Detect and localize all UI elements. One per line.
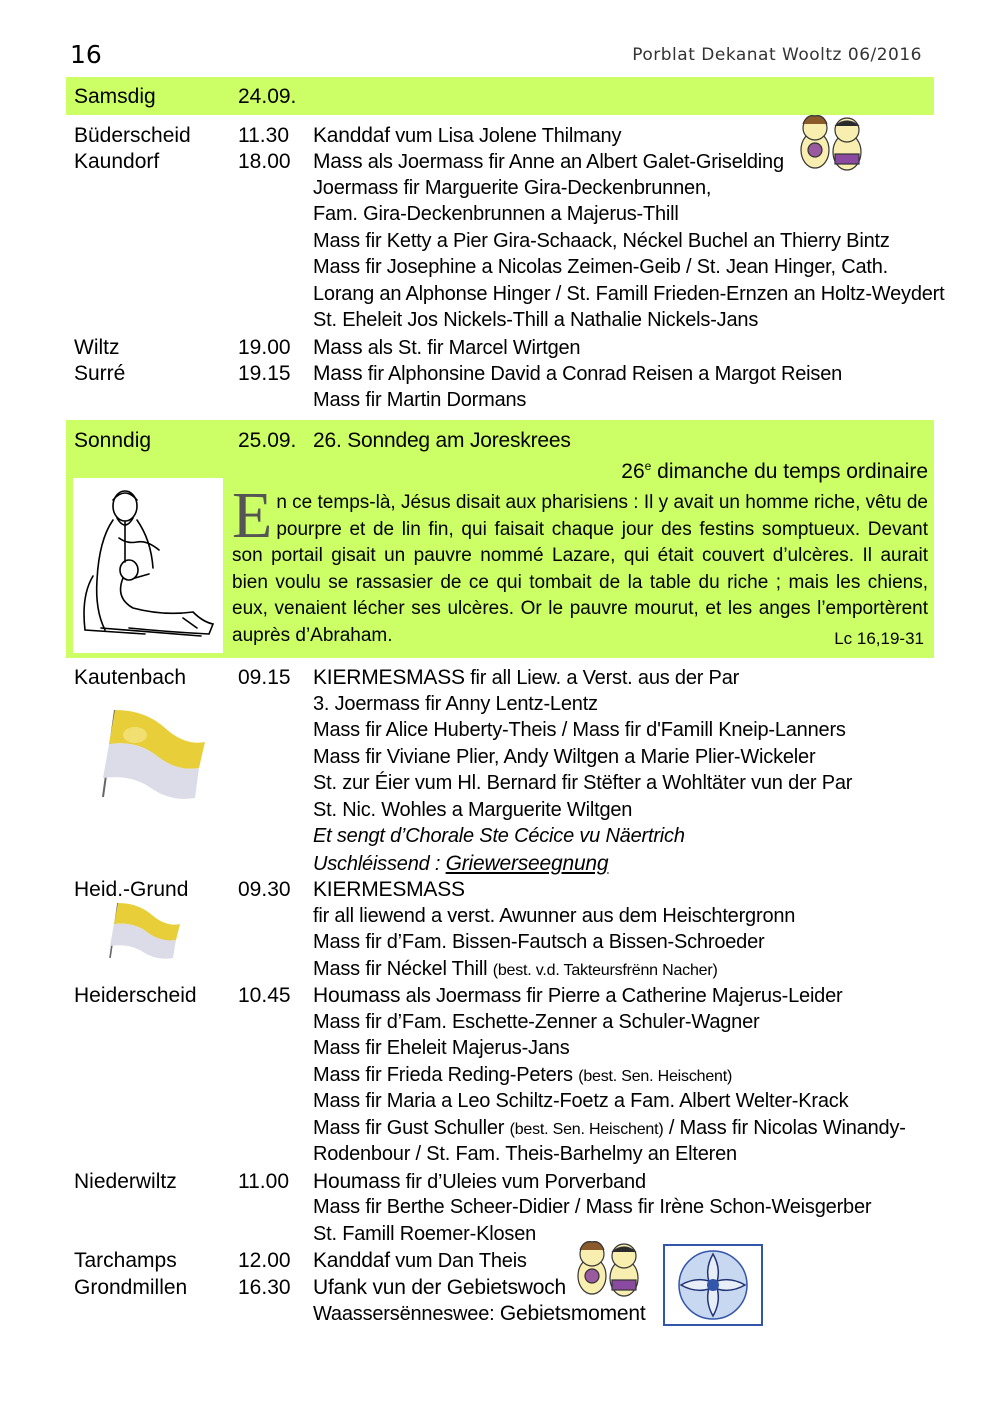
detail-text: Mass fir Alice Huberty-Theis / Mass fir d'Famill Kneip-Lanners <box>313 719 846 741</box>
detail-text: St. Eheleit Jos Nickels-Thill a Nathalie Nickels-Jans <box>313 309 759 331</box>
place-name: Wiltz <box>74 336 120 359</box>
gospel-body: n ce temps-là, Jésus disait aux pharisiens : Il y avait un homme riche, vêtu de pourpre et de lin fin, qui faisait chaque jour des festins somptueux. Devant son portail gisait un pauvre nommé Lazare, qui était couvert d’ulcères. Il aurait bien voulu se rassasier de ce qui tombait de la table du riche ; mais les chiens, eux, venaient lécher ses ulcères. Or le pauvre mourut, et les anges l’emportèrent auprès d’Abraham. <box>232 492 928 646</box>
prayer-week-logo-icon <box>663 1244 763 1326</box>
detail-text: Mass fir Viviane Plier, Andy Wiltgen a Marie Plier-Wickeler <box>313 746 816 768</box>
detail-small: (best. Sen. Heischent) <box>509 1121 664 1138</box>
subtitle-sup: e <box>644 459 652 473</box>
sunday-header <box>0 427 1000 454</box>
detail-text: Mass fir Berthe Scheer-Didier / Mass fir Irène Schon-Weisgerber <box>313 1196 872 1218</box>
time: 09.15 <box>238 666 291 689</box>
detail-line <box>0 1221 1000 1248</box>
place-name: Büderscheid <box>74 124 191 147</box>
place-name: Heiderscheid <box>74 984 197 1007</box>
service-kind: KIERMESMASS <box>313 666 465 689</box>
description <box>313 1247 527 1275</box>
time: 09.30 <box>238 878 291 901</box>
detail-line <box>0 387 1000 414</box>
time: 18.00 <box>238 150 291 173</box>
description <box>313 334 580 362</box>
service-kind: KIERMESMASS <box>313 878 465 901</box>
detail-line <box>0 201 1000 228</box>
choir-note: Et sengt d’Chorale Ste Cécice vu Näertrich <box>313 825 685 847</box>
date-label: 25.09. <box>238 429 297 452</box>
detail-line <box>0 850 1000 877</box>
schedule-row <box>0 1274 1000 1301</box>
time: 10.45 <box>238 984 291 1007</box>
lazarus-drawing <box>73 478 223 653</box>
place-name: Heid.-Grund <box>74 878 189 901</box>
detail-text: Mass fir Maria a Leo Schiltz-Foetz a Fam. Albert Welter-Krack <box>313 1090 849 1112</box>
detail-line <box>0 175 1000 202</box>
detail-text <box>313 1062 732 1090</box>
service-text: fir Alphonsine David a Conrad Reisen a Margot Reisen <box>362 363 843 385</box>
service-text: als Joermass fir Pierre a Catherine Majerus-Leider <box>400 985 843 1007</box>
detail-text: Mass fir Martin Dormans <box>313 389 527 411</box>
sunday-subtitle <box>621 453 928 485</box>
papal-flag-icon <box>104 900 184 962</box>
place-name: Kautenbach <box>74 666 187 689</box>
detail-text: 3. Joermass fir Anny Lentz-Lentz <box>313 693 598 715</box>
service-kind: Kanddaf <box>313 124 390 147</box>
schedule-row <box>0 1247 1000 1274</box>
detail-text: St. zur Éier vum Hl. Bernard fir Stëfter a Wohltäter vun der Par <box>313 772 853 794</box>
schedule-row <box>0 360 1000 387</box>
service-text: fir d’Uleies vum Porverband <box>400 1171 646 1193</box>
detail-text: Fam. Gira-Deckenbrunnen a Majerus-Thill <box>313 203 679 225</box>
detail-text: Mass fir d’Fam. Bissen-Fautsch a Bissen-Schroeder <box>313 931 765 953</box>
detail-small: (best. Sen. Heischent) <box>578 1068 733 1085</box>
detail-post: / Mass fir Nicolas Winandy- <box>663 1117 906 1139</box>
publication-title: Porblat Dekanat Wooltz 06/2016 <box>632 45 922 65</box>
place-name: Kaundorf <box>74 150 160 173</box>
detail-text: Mass fir Eheleit Majerus-Jans <box>313 1037 570 1059</box>
detail-line <box>0 1035 1000 1062</box>
drop-cap: E <box>232 479 273 552</box>
service-kind: Ufank vun der Gebietswoch <box>313 1276 566 1299</box>
schedule-row <box>0 664 1000 691</box>
time: 12.00 <box>238 1249 291 1272</box>
date-label: 24.09. <box>238 85 297 108</box>
service-kind: Houmass <box>313 1170 401 1193</box>
schedule-row <box>0 334 1000 361</box>
time: 11.30 <box>238 124 289 147</box>
place-name: Grondmillen <box>74 1276 188 1299</box>
description <box>313 148 784 176</box>
saturday-header <box>0 83 1000 110</box>
service-kind: Kanddaf <box>313 1249 390 1272</box>
day-label: Sonndig <box>74 429 152 452</box>
detail-text: Mass fir d’Fam. Eschette-Zenner a Schuler-Wagner <box>313 1011 760 1033</box>
detail-line <box>0 1088 1000 1115</box>
detail-bold: Gebietsmoment <box>499 1302 646 1325</box>
service-kind: Mass <box>313 362 363 385</box>
description <box>313 982 843 1010</box>
subtitle-text: dimanche du temps ordinaire <box>651 460 928 483</box>
detail-small: (best. v.d. Takteursfrënn Nacher) <box>492 962 718 979</box>
detail-text <box>313 1115 906 1143</box>
lazarus-illustration <box>73 478 223 653</box>
schedule-row <box>0 982 1000 1009</box>
baptism-children-icon <box>572 1238 644 1300</box>
detail-text: Lorang an Alphonse Hinger / St. Famill Frieden-Ernzen an Holtz-Weydert <box>313 283 945 305</box>
detail-line <box>0 281 1000 308</box>
detail-text: St. Famill Roemer-Klosen <box>313 1223 537 1245</box>
detail-line <box>0 1115 1000 1142</box>
description <box>313 1168 646 1196</box>
detail-text <box>313 1300 646 1328</box>
detail-main: Mass fir Gust Schuller <box>313 1117 510 1139</box>
description <box>313 664 739 692</box>
detail-line <box>0 1194 1000 1221</box>
service-text: als Joermass fir Anne an Albert Galet-Griselding <box>362 151 784 173</box>
detail-main: Waassersënneswee: <box>313 1303 500 1325</box>
day-label: Samsdig <box>74 85 156 108</box>
service-kind: Houmass <box>313 984 401 1007</box>
detail-text <box>313 956 718 984</box>
gospel-text <box>232 479 928 650</box>
description <box>313 360 842 388</box>
detail-line <box>0 254 1000 281</box>
after-mass-note <box>313 850 608 878</box>
schedule-row <box>0 876 1000 903</box>
gospel-reference: Lc 16,19-31 <box>834 629 924 648</box>
schedule-row <box>0 1168 1000 1195</box>
place-name: Tarchamps <box>74 1249 177 1272</box>
detail-line <box>0 823 1000 850</box>
description <box>313 1274 566 1302</box>
detail-text: Joermass fir Marguerite Gira-Deckenbrunnen, <box>313 177 712 199</box>
after-event: Griewerseegnung <box>445 852 609 875</box>
detail-text: St. Nic. Wohles a Marguerite Wiltgen <box>313 799 633 821</box>
time: 19.00 <box>238 336 291 359</box>
place-name: Surré <box>74 362 126 385</box>
service-text: fir all Liew. a Verst. aus der Par <box>464 667 740 689</box>
detail-main: Mass fir Frieda Reding-Peters <box>313 1064 579 1086</box>
description <box>313 876 465 904</box>
papal-flag-icon <box>95 705 210 805</box>
sunday-title: 26. Sonndeg am Joreskrees <box>313 429 571 452</box>
baptism-children-icon <box>795 112 867 174</box>
detail-line <box>0 307 1000 334</box>
detail-line <box>0 1009 1000 1036</box>
place-name: Niederwiltz <box>74 1170 177 1193</box>
detail-text: Mass fir Josephine a Nicolas Zeimen-Geib / St. Jean Hinger, Cath. <box>313 256 889 278</box>
detail-text: Mass fir Ketty a Pier Gira-Schaack, Néckel Buchel an Thierry Bintz <box>313 230 890 252</box>
service-kind: Mass <box>313 150 363 173</box>
time: 11.00 <box>238 1170 289 1193</box>
service-text: vum Lisa Jolene Thilmany <box>389 125 622 147</box>
service-text: vum Dan Theis <box>389 1250 527 1272</box>
service-text: als St. fir Marcel Wirtgen <box>362 337 581 359</box>
detail-line <box>0 1141 1000 1168</box>
time: 16.30 <box>238 1276 291 1299</box>
detail-text: fir all liewend a verst. Awunner aus dem Heischtergronn <box>313 905 796 927</box>
after-label: Uschléissend : <box>313 853 446 875</box>
detail-text: Rodenbour / St. Fam. Theis-Barhelmy an Elteren <box>313 1143 737 1165</box>
detail-line <box>0 1300 1000 1327</box>
description <box>313 122 621 150</box>
time: 19.15 <box>238 362 291 385</box>
subtitle-number: 26 <box>621 460 645 483</box>
detail-line <box>0 228 1000 255</box>
detail-main: Mass fir Néckel Thill <box>313 958 493 980</box>
page-number: 16 <box>70 40 102 69</box>
service-kind: Mass <box>313 336 363 359</box>
detail-line <box>0 1062 1000 1089</box>
